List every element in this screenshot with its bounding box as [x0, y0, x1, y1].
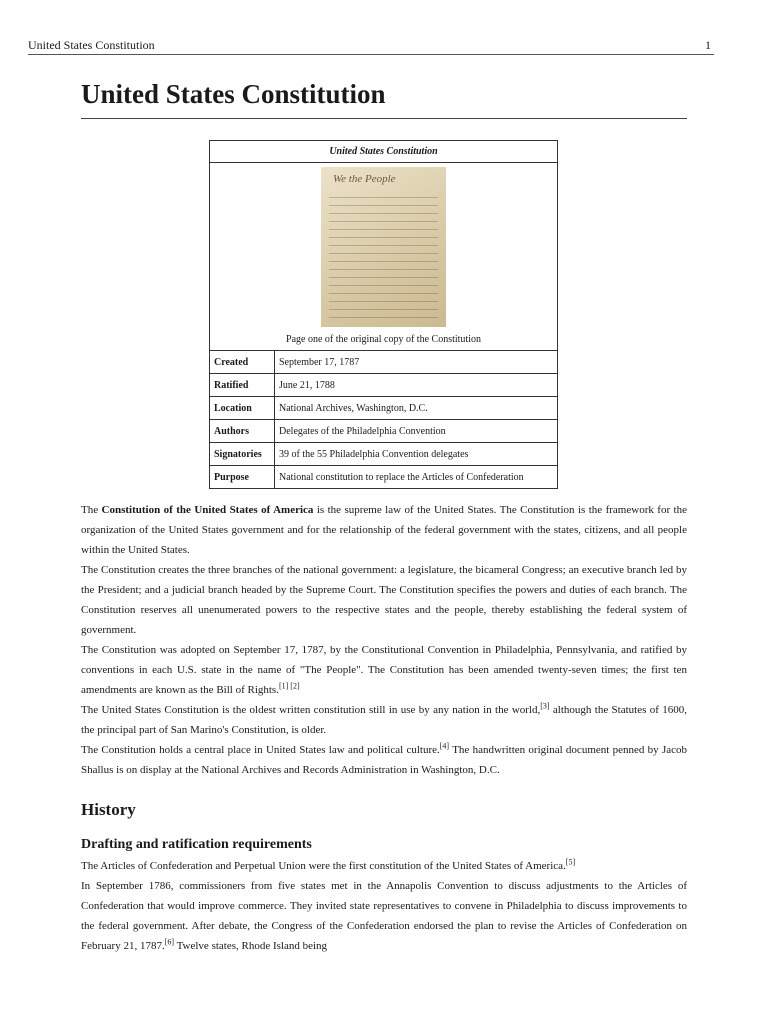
- infobox-caption: United States Constitution: [210, 141, 558, 163]
- infobox-row-location: [210, 397, 558, 420]
- infobox-value: National Archives, Washington, D.C.: [275, 397, 558, 420]
- image-heading-text: We the People: [333, 173, 396, 185]
- section-heading-history: History: [81, 800, 136, 819]
- infobox-label: Authors: [210, 420, 275, 443]
- citation-link[interactable]: [3]: [540, 701, 550, 711]
- infobox-label: Signatories: [210, 443, 275, 466]
- infobox-value: Delegates of the Philadelphia Convention: [275, 420, 558, 443]
- infobox-row-signatories: [210, 443, 558, 466]
- intro-paragraph: The Constitution creates the three branches of the national government: a legislature, the bicameral Congress; an executive branch led by the President; and a judicial branch headed by the Supreme Court. The Constitution specifies the powers and duties of each branch. The Constitution reserves all unenumerated powers to the respective states and the people, thereby establishing the federal system of government.: [81, 564, 687, 636]
- constitution-page-image[interactable]: [321, 167, 446, 327]
- running-header: [28, 37, 714, 53]
- infobox-value: June 21, 1788: [275, 374, 558, 397]
- infobox-row-purpose: [210, 466, 558, 489]
- infobox-label: Created: [210, 351, 275, 374]
- infobox-label: Location: [210, 397, 275, 420]
- history-paragraph: The Articles of Confederation and Perpetual Union were the first constitution of the United States of America.[5]: [81, 857, 576, 872]
- running-header-title: United States Constitution: [28, 38, 155, 52]
- infobox-image-caption: Page one of the original copy of the Constitution: [286, 334, 481, 345]
- citation-link[interactable]: [6]: [164, 937, 175, 947]
- page-title: United States Constitution: [81, 79, 386, 109]
- title-divider: [81, 118, 687, 119]
- infobox-value: September 17, 1787: [275, 351, 558, 374]
- infobox-value: 39 of the 55 Philadelphia Convention delegates: [275, 443, 558, 466]
- article-subject: Constitution of the United States of America: [101, 504, 314, 516]
- infobox-row-ratified: [210, 374, 558, 397]
- intro-paragraph: The Constitution was adopted on September 17, 1787, by the Constitutional Convention in Philadelphia, Pennsylvania, and ratified by conventions in each U.S. state in the name of "The People". The Constitution has been amended twenty-seven times; the first ten amendments are known as the Bill of Rights.[1] [2]: [81, 644, 687, 696]
- infobox-value: National constitution to replace the Articles of Confederation: [275, 466, 558, 489]
- infobox: [209, 140, 558, 489]
- intro-paragraph: The Constitution holds a central place in United States law and political culture.[4] The handwritten original document penned by Jacob Shallus is on display at the National Archives and Records Administration in Washington, D.C.: [81, 741, 688, 776]
- history-paragraph: In September 1786, commissioners from five states met in the Annapolis Convention to discuss adjustments to the Articles of Confederation that would improve commerce. They invited state representatives to convene in Philadelphia to discuss improvements to the federal government. After debate, the Congress of the Confederation endorsed the plan to revise the Articles of Confederation on February 21, 1787.[6] Twelve states, Rhode Island being: [81, 880, 687, 952]
- citation-link[interactable]: [4]: [439, 741, 450, 751]
- intro-paragraph: The United States Constitution is the oldest written constitution still in use by any nation in the world,[3] although the Statutes of 1600, the principal part of San Marino's Constitution, is older.: [81, 701, 687, 736]
- citation-link[interactable]: [1] [2]: [278, 681, 300, 691]
- page-number: 1: [705, 38, 711, 52]
- infobox-label: Purpose: [210, 466, 275, 489]
- infobox-label: Ratified: [210, 374, 275, 397]
- citation-link[interactable]: [5]: [565, 857, 576, 867]
- infobox-image-cell: [210, 163, 558, 351]
- subsection-heading-drafting: Drafting and ratification requirements: [81, 837, 312, 852]
- infobox-row-created: [210, 351, 558, 374]
- header-divider: [28, 54, 714, 55]
- article-body: [81, 500, 687, 956]
- infobox-row-authors: [210, 420, 558, 443]
- intro-paragraph: The Constitution of the United States of America is the supreme law of the United States. The Constitution is the framework for the organization of the United States government and for the relationship of the federal government with the states, citizens, and all people within the United States.: [81, 504, 687, 556]
